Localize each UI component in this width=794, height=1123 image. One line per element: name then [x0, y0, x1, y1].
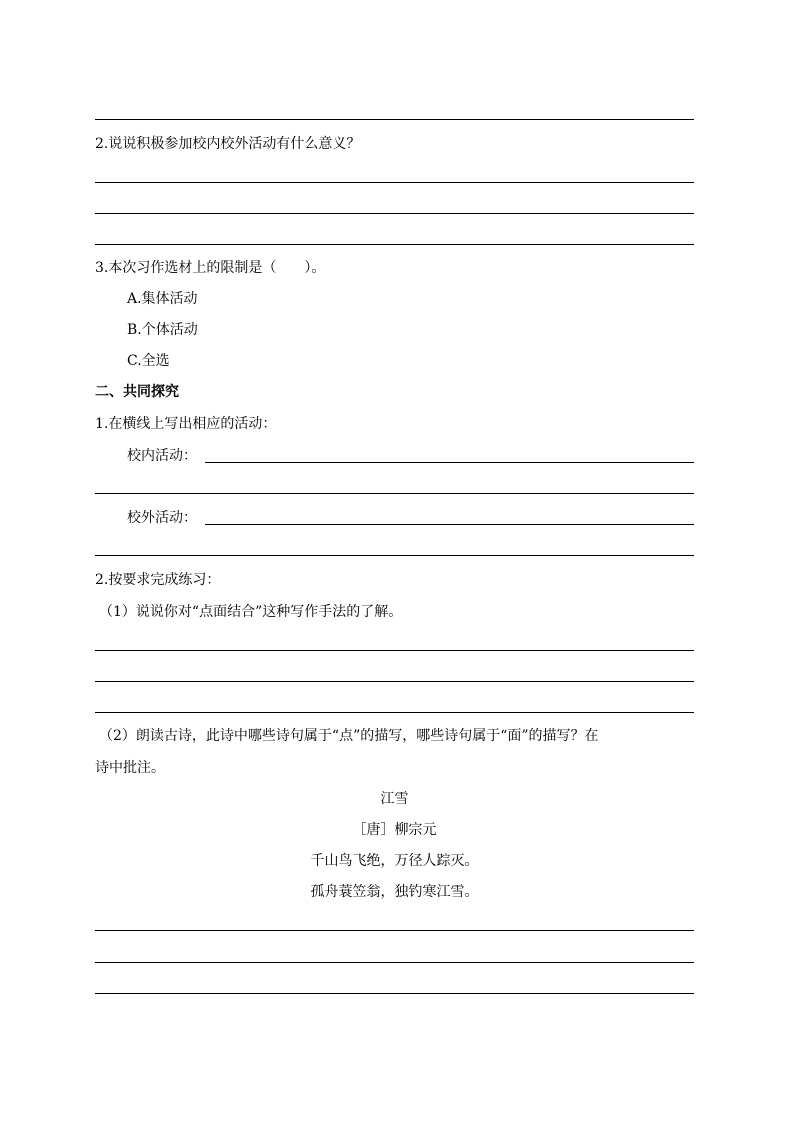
outside-activity-line — [205, 524, 694, 525]
question-2: 2.说说积极参加校内校外活动有什么意义？ — [95, 136, 361, 152]
option-b: B.个体活动 — [127, 322, 198, 338]
question-3: 3.本次习作选材上的限制是（ ）。 — [95, 260, 326, 276]
answer-line — [95, 681, 694, 682]
answer-line — [95, 712, 694, 713]
outside-activity-label: 校外活动： — [127, 510, 197, 526]
exercise-2: 2.按要求完成练习： — [95, 572, 221, 588]
poem-line: 孤舟蓑笠翁，独钓寒江雪。 — [310, 884, 479, 900]
section-title: 二、共同探究 — [95, 384, 179, 400]
exercise-2-sub2-cont: 诗中批注。 — [95, 760, 165, 776]
option-c: C.全选 — [127, 353, 170, 369]
answer-line — [95, 213, 694, 214]
answer-line — [95, 182, 694, 183]
answer-line — [95, 650, 694, 651]
exercise-1: 1.在横线上写出相应的活动： — [95, 416, 277, 432]
option-a: A.集体活动 — [127, 291, 198, 307]
inside-activity-line — [205, 462, 694, 463]
poem-title: 江雪 — [380, 791, 409, 807]
exercise-2-sub1: （1）说说你对“点面结合”这种写作手法的了解。 — [99, 604, 403, 620]
exercise-2-sub2: （2）朗读古诗，此诗中哪些诗句属于“点”的描写，哪些诗句属于“面”的描写？在 — [99, 728, 599, 744]
inside-activity-label: 校内活动： — [127, 448, 197, 464]
answer-line — [95, 930, 694, 931]
poem-author: ［唐］柳宗元 — [352, 822, 437, 838]
answer-line — [95, 119, 694, 120]
answer-line — [95, 493, 694, 494]
answer-line — [95, 993, 694, 994]
answer-line — [95, 962, 694, 963]
answer-line — [95, 555, 694, 556]
poem-line: 千山鸟飞绝，万径人踪灭。 — [310, 853, 479, 869]
answer-line — [95, 244, 694, 245]
